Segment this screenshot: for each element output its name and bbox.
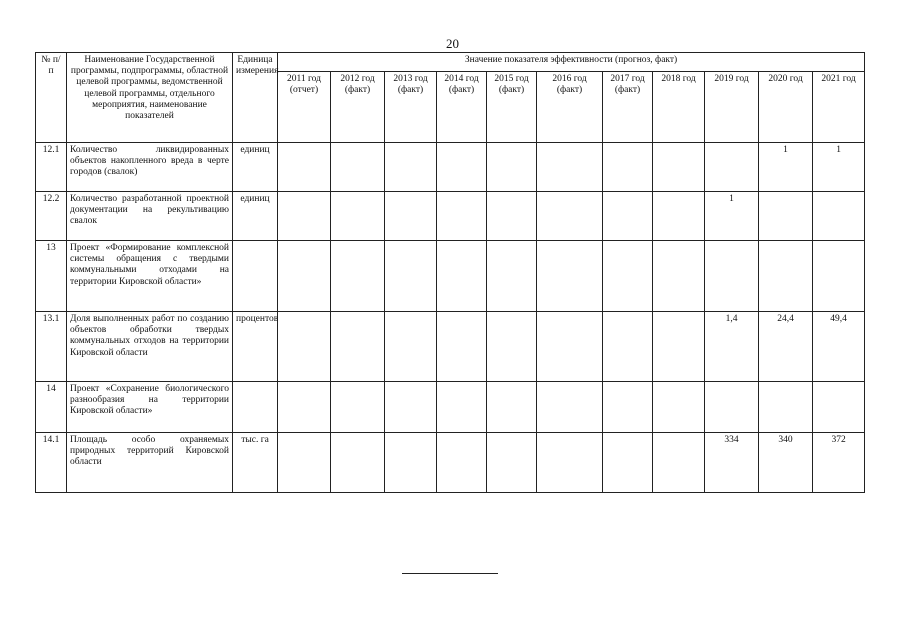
row-value [603, 241, 653, 312]
row-number: 13.1 [36, 312, 67, 382]
row-value [537, 382, 603, 433]
row-value [437, 143, 487, 192]
row-value: 1,4 [705, 312, 759, 382]
table-body [36, 143, 865, 493]
row-value [331, 241, 385, 312]
row-value [537, 312, 603, 382]
table-row [36, 382, 865, 433]
row-value [331, 382, 385, 433]
row-value: 49,4 [813, 312, 865, 382]
row-value [331, 192, 385, 241]
row-value [603, 433, 653, 493]
row-value [331, 433, 385, 493]
row-value [278, 192, 331, 241]
row-number: 14.1 [36, 433, 67, 493]
row-value [603, 382, 653, 433]
row-value [653, 382, 705, 433]
row-value [437, 312, 487, 382]
row-value [813, 241, 865, 312]
header-year: 2019 год [705, 72, 759, 143]
row-value [603, 143, 653, 192]
row-value [437, 192, 487, 241]
row-value [278, 241, 331, 312]
row-unit [233, 241, 278, 312]
row-value [487, 143, 537, 192]
row-value [385, 312, 437, 382]
row-number: 13 [36, 241, 67, 312]
table-row [36, 192, 865, 241]
row-value [385, 241, 437, 312]
row-value [813, 382, 865, 433]
header-name: Наименование Государственной программы, подпрограммы, областной целевой программы, ведомственной целевой программы, отдельного мероприятия, наименование показателей [67, 53, 233, 143]
row-value [437, 241, 487, 312]
header-year: 2013 год (факт) [385, 72, 437, 143]
row-value [653, 312, 705, 382]
row-unit: процентов [233, 312, 278, 382]
footer-divider [402, 573, 498, 574]
header-year: 2021 год [813, 72, 865, 143]
row-value [537, 192, 603, 241]
header-group: Значение показателя эффективности (прогноз, факт) [278, 53, 865, 72]
row-value [278, 382, 331, 433]
row-value [487, 382, 537, 433]
row-value: 1 [705, 192, 759, 241]
row-unit: единиц [233, 143, 278, 192]
row-unit: единиц [233, 192, 278, 241]
row-value [537, 143, 603, 192]
row-value [653, 143, 705, 192]
row-value [437, 382, 487, 433]
row-value [437, 433, 487, 493]
header-num: № п/п [36, 53, 67, 143]
row-value: 24,4 [759, 312, 813, 382]
header-year: 2020 год [759, 72, 813, 143]
row-value: 1 [813, 143, 865, 192]
row-unit [233, 382, 278, 433]
row-value: 372 [813, 433, 865, 493]
row-value: 1 [759, 143, 813, 192]
table-row [36, 241, 865, 312]
header-year: 2017 год (факт) [603, 72, 653, 143]
row-value [385, 192, 437, 241]
row-value [603, 192, 653, 241]
row-value [487, 312, 537, 382]
row-value [278, 433, 331, 493]
row-value [385, 143, 437, 192]
row-value [487, 433, 537, 493]
table-row [36, 143, 865, 192]
row-unit: тыс. га [233, 433, 278, 493]
row-name: Количество ликвидированных объектов накопленного вреда в черте городов (свалок) [67, 143, 233, 192]
row-value [759, 192, 813, 241]
row-value [331, 143, 385, 192]
header-year: 2014 год (факт) [437, 72, 487, 143]
row-name: Проект «Сохранение биологического разнообразия на территории Кировской области» [67, 382, 233, 433]
row-number: 12.2 [36, 192, 67, 241]
row-value [331, 312, 385, 382]
row-value [653, 241, 705, 312]
row-value [487, 192, 537, 241]
performance-indicators-table [35, 52, 865, 493]
row-value [813, 192, 865, 241]
table-row [36, 312, 865, 382]
row-value [705, 382, 759, 433]
row-value [705, 143, 759, 192]
header-year: 2016 год (факт) [537, 72, 603, 143]
header-year: 2012 год (факт) [331, 72, 385, 143]
header-unit: Единица измерения [233, 53, 278, 143]
row-value [385, 382, 437, 433]
row-value [487, 241, 537, 312]
row-value [705, 241, 759, 312]
row-value [278, 312, 331, 382]
header-year: 2018 год [653, 72, 705, 143]
row-value [759, 241, 813, 312]
row-name: Площадь особо охраняемых природных территорий Кировской области [67, 433, 233, 493]
row-name: Проект «Формирование комплексной системы обращения с твердыми коммунальными отходами на территории Кировской области» [67, 241, 233, 312]
row-value [278, 143, 331, 192]
row-value [653, 433, 705, 493]
row-name: Количество разработанной проектной документации на рекультивацию свалок [67, 192, 233, 241]
row-value [537, 241, 603, 312]
row-value: 334 [705, 433, 759, 493]
row-name: Доля выполненных работ по созданию объектов обработки твердых коммунальных отходов на территории Кировской области [67, 312, 233, 382]
row-value [385, 433, 437, 493]
page-number: 20 [446, 36, 459, 51]
row-number: 12.1 [36, 143, 67, 192]
header-year: 2015 год (факт) [487, 72, 537, 143]
row-value [603, 312, 653, 382]
row-number: 14 [36, 382, 67, 433]
row-value [653, 192, 705, 241]
row-value [759, 382, 813, 433]
header-year: 2011 год (отчет) [278, 72, 331, 143]
table-row [36, 433, 865, 493]
row-value: 340 [759, 433, 813, 493]
header-row-1 [36, 53, 865, 72]
row-value [537, 433, 603, 493]
